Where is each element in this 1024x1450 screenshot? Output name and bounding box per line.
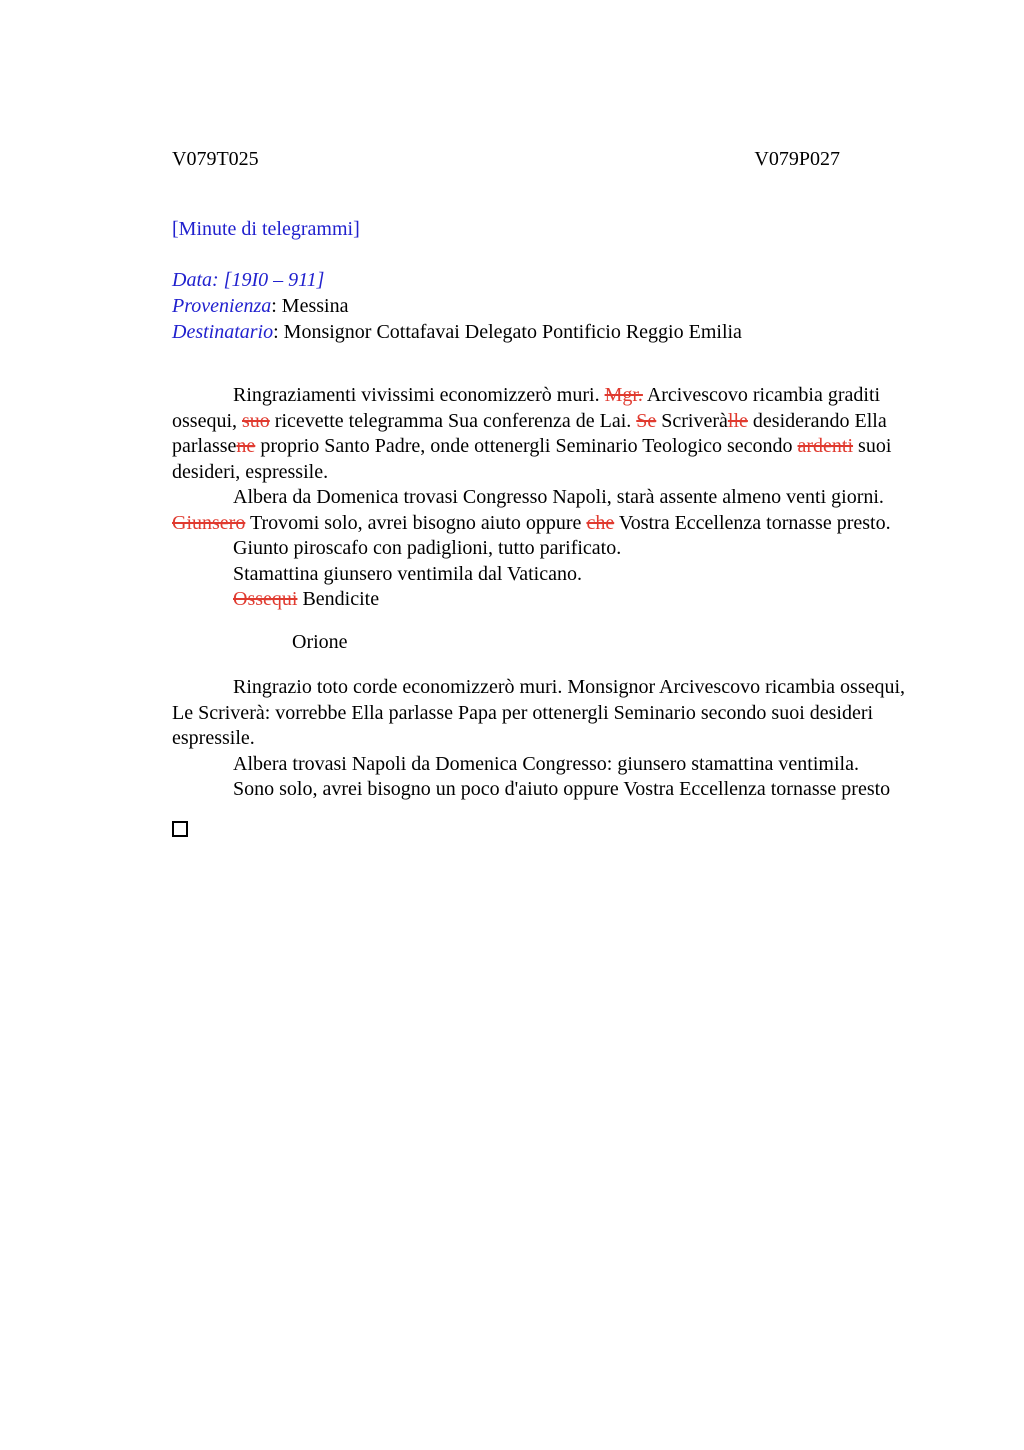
struck-out-text: Giunsero [172,511,246,534]
struck-out-text: Se [636,409,657,432]
text-line [172,630,916,656]
text-line [172,485,916,511]
field-label: Data: [19I0 – 911] [172,269,325,291]
text-segment: Albera da Domenica trovasi Congresso Napoli, starà assente almeno venti giorni. [233,486,884,508]
text-segment: Ringraziamenti vivissimi economizzerò muri. [233,384,605,406]
text-segment: Stamattina giunsero ventimila dal Vaticano. [233,562,582,585]
text-line [172,726,916,752]
text-segment: Scriverà [656,409,728,432]
header-row [172,146,916,172]
struck-out-text: che [586,511,615,534]
text-segment: desideri, espressile. [172,460,329,483]
doc-title: [Minute di telegrammi] [172,218,360,240]
empty-square-icon [172,821,188,837]
struck-out-text: ardenti [797,435,854,457]
text-line [172,293,916,319]
struck-out-text: Ossequi [233,588,298,610]
struck-out-text: lle [727,409,748,432]
meta-block [172,267,916,345]
text-segment: : Monsignor Cottafavai Delegato Pontificio Reggio Emilia [273,321,742,343]
text-segment: Arcivescovo ricambia graditi [642,384,881,406]
text-segment: Bendicite [297,588,380,610]
text-line [172,777,916,803]
text-line [172,536,916,562]
text-line [172,562,916,588]
telegram-minute-text [172,383,916,613]
text-segment: Albera trovasi Napoli da Domenica Congresso: giunsero stamattina ventimila. [233,752,859,775]
text-segment: suoi [853,435,892,457]
text-segment: Trovomi solo, avrei bisogno aiuto oppure [245,511,587,534]
text-line [172,675,916,701]
struck-out-text: Mgr. [604,384,643,406]
text-segment: Le Scriverà: vorrebbe Ella parlasse Papa per ottenergli Seminario secondo suoi desideri [172,701,874,724]
field-label: Provenienza [172,295,272,317]
doc-code-left: V079T025 [172,148,259,170]
text-line [172,434,916,460]
text-segment: : Messina [271,295,349,317]
text-line [172,409,916,435]
text-segment: ossequi, [172,409,242,432]
text-line [172,267,916,293]
text-line [172,701,916,727]
field-label: Destinatario [172,321,274,343]
text-line [172,752,916,778]
text-segment: Sono solo, avrei bisogno un poco d'aiuto oppure Vostra Eccellenza tornasse presto [233,778,891,800]
text-line [172,587,916,613]
empty-square-glyph [172,818,916,838]
text-line [172,460,916,486]
struck-out-text: suo [242,409,270,432]
text-segment: Ringrazio toto corde economizzerò muri. Monsignor Arcivescovo ricambia ossequi, [233,676,906,698]
signature [172,630,916,656]
text-segment: Orione [292,630,348,653]
struck-out-text: ne [236,435,256,457]
text-segment: desiderando Ella [747,409,887,432]
text-segment: parlasse [172,435,237,457]
text-segment: Vostra Eccellenza tornasse presto. [614,511,891,534]
text-segment: ricevette telegramma Sua conferenza de Lai. [269,409,637,432]
text-segment: proprio Santo Padre, onde ottenergli Seminario Teologico secondo [255,435,798,457]
text-line [172,511,916,537]
text-line [172,319,916,345]
text-line [172,383,916,409]
telegram-translation-text [172,675,916,803]
text-segment: espressile. [172,727,255,749]
text-segment: Giunto piroscafo con padiglioni, tutto parificato. [233,537,622,559]
doc-code-right: V079P027 [754,148,840,170]
